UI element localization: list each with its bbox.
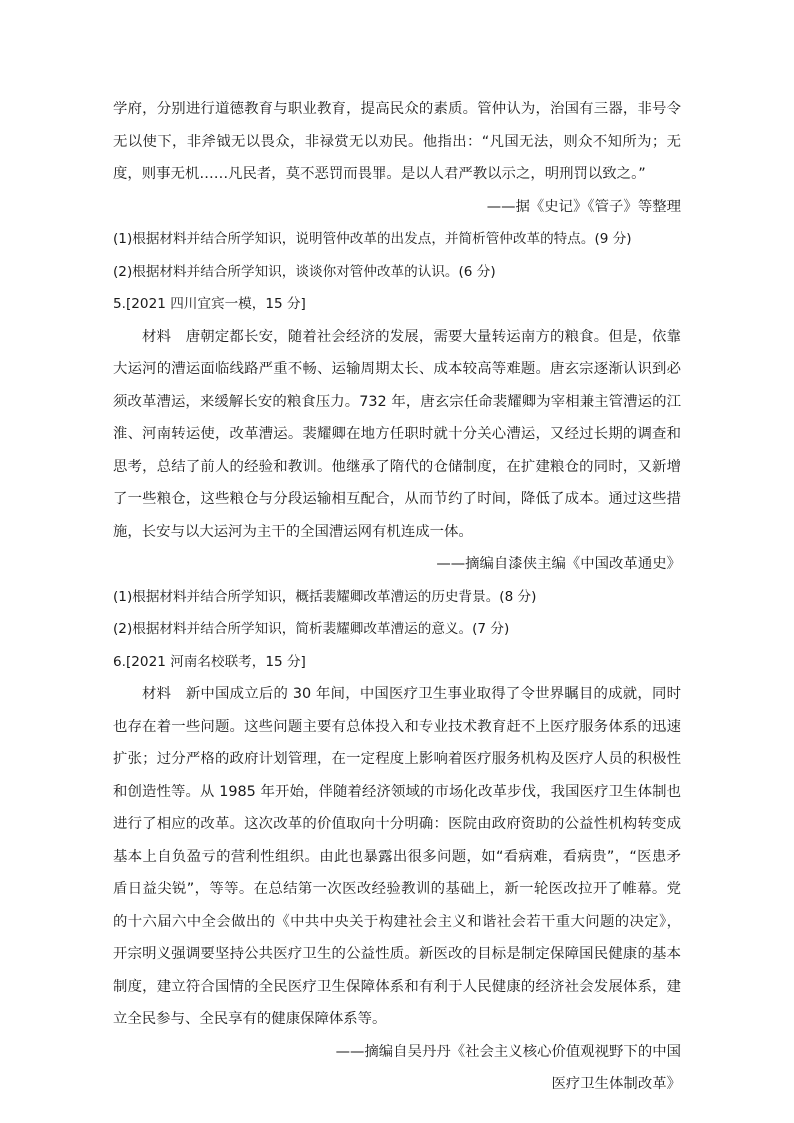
q6-header: 6.[2021 河南名校联考，15 分]	[113, 653, 306, 670]
q5-source-citation: ——摘编自漆侠主编《中国改革通史》	[436, 556, 681, 572]
q6-material: 材料 新中国成立后的 30 年间，中国医疗卫生事业取得了令世界瞩目的成就，同时也存在着一些问题。这些问题主要有总体投入和专业技术教育赶不上医疗服务体系的迅速扩张；过分严格的政府计划管理，在一定程度上影响着医疗服务机构及医疗人员的积极性和创造性等。从 1985 年开始，伴随着经济领域的市场化改革步伐，我国医疗卫生体制也进行了相应的改革。这次改革的价值取向十分明确：医院由政府资助的公益性机构转变成基本上自负盈亏的营利性组织。由此也暴露出很多问题，如“看病难，看病贵”，“医患矛盾日益尖锐”，等等。在总结第一次医改经验教训的基础上，新一轮医改拉开了帷幕。党的十六届六中全会做出的《中共中央关于构建社会主义和谐社会若干重大问题的决定》，开宗明义强调要坚持公共医疗卫生的公益性质。新医改的目标是制定保障国民健康的基本制度，建立符合国情的全民医疗卫生保障体系和有利于人民健康的经济社会发展体系，建立全民参与、全民享有的健康保障体系等。	[113, 686, 681, 1027]
prev-question-2: (2)根据材料并结合所学知识，谈谈你对管仲改革的认识。(6 分)	[113, 263, 496, 280]
q5-question-2: (2)根据材料并结合所学知识，简析裴耀卿改革漕运的意义。(7 分)	[113, 621, 510, 637]
q6-source-citation-line1: ——摘编自吴丹丹《社会主义核心价值观视野下的中国	[335, 1043, 681, 1060]
q5-header: 5.[2021 四川宜宾一模，15 分]	[113, 296, 306, 312]
prev-question-1: (1)根据材料并结合所学知识，说明管仲改革的出发点，并简析管仲改革的特点。(9 分)	[113, 231, 632, 247]
document-page	[113, 93, 681, 1101]
q5-material: 材料 唐朝定都长安，随着社会经济的发展，需要大量转运南方的粮食。但是，依靠大运河的漕运面临线路严重不畅、运输周期太长、成本较高等难题。唐玄宗逐渐认识到必须改革漕运，来缓解长安的粮食压力。732 年，唐玄宗任命裴耀卿为宰相兼主管漕运的江淮、河南转运使，改革漕运。裴耀卿在地方任职时就十分关心漕运，又经过长期的调查和思考，总结了前人的经验和教训。他继承了隋代的仓储制度，在扩建粮仓的同时，又新增了一些粮仓，这些粮仓与分段运输相互配合，从而节约了时间，降低了成本。通过这些措施，长安与以大运河为主干的全国漕运网有机连成一体。	[113, 328, 681, 540]
q6-source-citation-line2: 医疗卫生体制改革》	[551, 1076, 681, 1092]
q5-question-1: (1)根据材料并结合所学知识，概括裴耀卿改革漕运的历史背景。(8 分)	[113, 588, 537, 605]
prev-material-paragraph: 学府，分别进行道德教育与职业教育，提高民众的素质。管仲认为，治国有三器，非号令无以使下，非斧钺无以畏众，非禄赏无以劝民。他指出：“凡国无法，则众不知所为；无度，则事无机……凡民者，莫不恶罚而畏罪。是以人君严教以示之，明刑罚以致之。”	[113, 101, 681, 182]
prev-source-citation: ——据《史记》《管子》等整理	[486, 198, 681, 215]
